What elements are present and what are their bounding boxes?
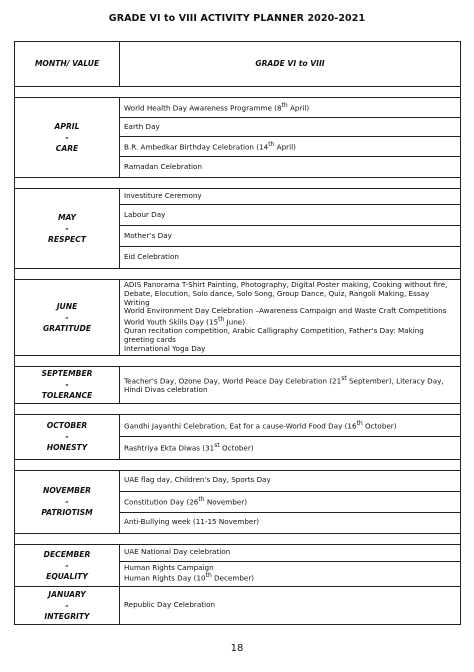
activities-cell bbox=[120, 280, 461, 356]
month-cell bbox=[15, 98, 120, 178]
activity-item: Anti-Bullying week (11-15 November) bbox=[124, 517, 260, 527]
page-number: 18 bbox=[230, 643, 244, 654]
month-cell bbox=[15, 280, 120, 356]
value-name: HONESTY bbox=[46, 443, 88, 453]
activity-item: Investiture Ceremony bbox=[120, 189, 460, 205]
month-dash: - bbox=[65, 560, 69, 570]
month-cell bbox=[15, 544, 120, 586]
activity-item: Eid Celebration bbox=[124, 252, 179, 262]
month-name: JANUARY bbox=[48, 589, 86, 599]
activity-item: Earth Day bbox=[120, 118, 460, 137]
header-month-value: MONTH/ VALUE bbox=[15, 42, 120, 87]
month-dash: - bbox=[65, 380, 69, 390]
month-dash: - bbox=[65, 600, 69, 610]
value-name: GRATITUDE bbox=[42, 323, 92, 333]
activities-cell bbox=[120, 98, 461, 178]
month-cell bbox=[15, 189, 120, 269]
activities-cell bbox=[120, 189, 461, 269]
activity-item: Human Rights Campaign Human Rights Day (10th December) bbox=[124, 562, 255, 583]
activity-item: Quran recitation competition, Arabic Calligraphy Competition, Father's Day: Making greeting cards bbox=[124, 326, 424, 345]
activities-cell bbox=[120, 366, 461, 403]
month-name: DECEMBER bbox=[43, 549, 91, 559]
activity-item: Mother’s Day bbox=[120, 226, 460, 247]
table-row bbox=[15, 470, 461, 533]
activity-item: World Youth Skills Day (15th June) bbox=[124, 316, 246, 327]
activity-item: UAE flag day, Children's Day, Sports Day bbox=[120, 471, 460, 492]
activity-item: International Yoga Day bbox=[124, 343, 206, 353]
month-cell bbox=[15, 586, 120, 624]
table-row bbox=[15, 98, 461, 178]
activity-item: World Health Day Awareness Programme (8th April) bbox=[120, 98, 460, 118]
table-row bbox=[15, 189, 461, 269]
activities-cell bbox=[120, 586, 461, 624]
table-row bbox=[15, 414, 461, 459]
value-name: INTEGRITY bbox=[44, 611, 90, 621]
value-name: PATRIOTISM bbox=[41, 508, 93, 518]
month-dash: - bbox=[65, 432, 69, 442]
activities-cell bbox=[120, 544, 461, 586]
page-title: GRADE VI to VIII ACTIVITY PLANNER 2020-2021 bbox=[108, 13, 366, 24]
table-row bbox=[15, 366, 461, 403]
activity-item: Teacher's Day, Ozone Day, World Peace Day Celebration (21st September), Literacy Day, Hindi Divas celebration bbox=[124, 374, 444, 394]
month-dash: - bbox=[65, 133, 69, 142]
table-row bbox=[15, 586, 461, 624]
table-row bbox=[15, 544, 461, 586]
value-name: EQUALITY bbox=[46, 571, 88, 581]
header-grade: GRADE VI to VIII bbox=[120, 42, 461, 87]
value-name: RESPECT bbox=[47, 235, 86, 244]
month-name: NOVEMBER bbox=[43, 486, 91, 496]
activities-cell bbox=[120, 470, 461, 533]
month-dash: - bbox=[65, 224, 69, 233]
activity-item: Ramadan Celebration bbox=[124, 161, 203, 171]
month-name: JUNE bbox=[56, 301, 78, 311]
month-cell bbox=[15, 470, 120, 533]
month-dash: - bbox=[65, 497, 69, 507]
activity-planner-table bbox=[14, 41, 461, 625]
month-cell bbox=[15, 366, 120, 403]
month-dash: - bbox=[65, 312, 69, 322]
month-name: SEPTEMBER bbox=[41, 369, 93, 379]
month-name: OCTOBER bbox=[46, 421, 88, 431]
value-name: TOLERANCE bbox=[41, 391, 93, 401]
activity-item: World Environment Day Celebration –Awareness Campaign and Waste Craft Competitions bbox=[124, 306, 447, 316]
activity-item: Constitution Day (26th November) bbox=[120, 492, 460, 513]
month-name: APRIL bbox=[54, 122, 80, 131]
table-row bbox=[15, 280, 461, 356]
activity-item: Republic Day Celebration bbox=[124, 599, 216, 609]
month-name: MAY bbox=[57, 213, 77, 222]
activity-item: Rashtriya Ekta Diwas (31st October) bbox=[124, 442, 254, 453]
month-cell bbox=[15, 414, 120, 459]
activities-cell bbox=[120, 414, 461, 459]
activity-item: Gandhi Jayanthi Celebration, Eat for a cause-World Food Day (16th October) bbox=[120, 415, 460, 437]
activity-item: Labour Day bbox=[120, 205, 460, 226]
activity-item: B.R. Ambedkar Birthday Celebration (14th April) bbox=[120, 137, 460, 157]
activity-item: ADIS Panorama T-Shirt Painting, Photography, Digital Poster making, Cooking without fire, Debate, Elocution, Solo dance, Solo Song, Group Dance, Quiz, Rangoli Making, Essay Writing bbox=[124, 280, 448, 307]
activity-item: UAE National Day celebration bbox=[120, 545, 460, 562]
value-name: CARE bbox=[55, 144, 79, 153]
